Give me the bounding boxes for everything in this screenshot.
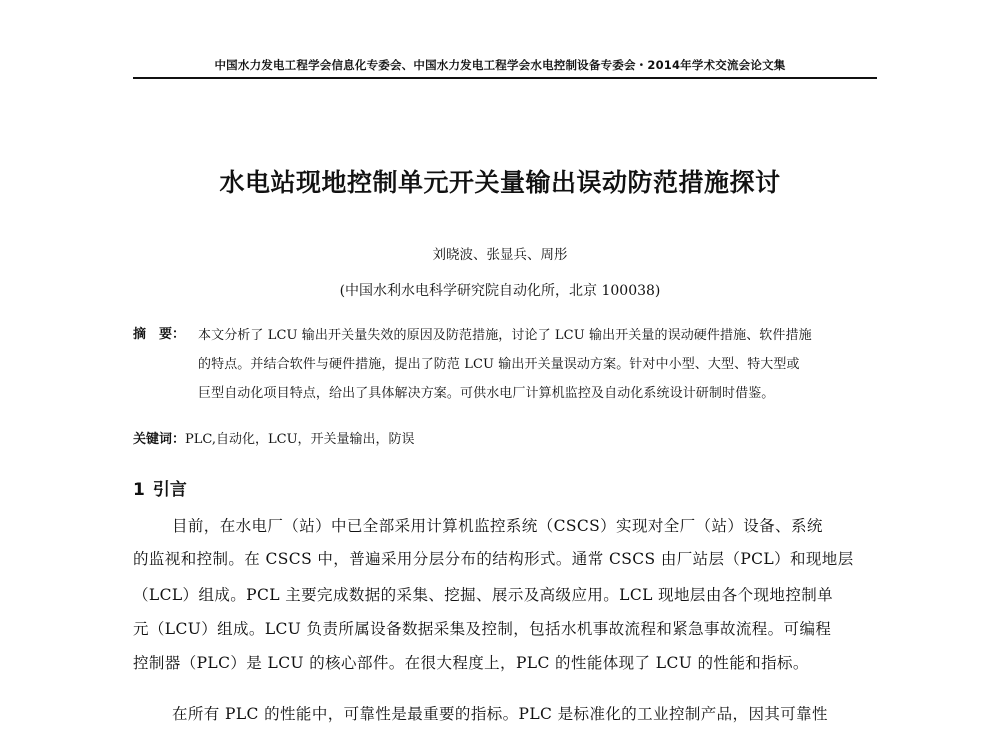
abstract-line: 的特点。并结合软件与硬件措施，提出了防范 LCU 输出开关量误动方案。针对中小型、大型、特大型或 xyxy=(198,357,800,372)
body-line: 控制器（PLC）是 LCU 的核心部件。在很大程度上，PLC 的性能体现了 LCU 的性能和指标。 xyxy=(133,654,809,672)
body-line: 目前，在水电厂（站）中已全部采用计算机监控系统（CSCS）实现对全厂（站）设备、系统 xyxy=(172,517,823,535)
body-line: 的监视和控制。在 CSCS 中，普遍采用分层分布的结构形式。通常 CSCS 由厂站层（PCL）和现地层 xyxy=(133,550,854,568)
abstract-line: 巨型自动化项目特点，给出了具体解决方案。可供水电厂计算机监控及自动化系统设计研制时借鉴。 xyxy=(198,386,775,401)
keywords-label: 关键词： xyxy=(133,432,186,447)
abstract-line: 本文分析了 LCU 输出开关量失效的原因及防范措施，讨论了 LCU 输出开关量的误动硬件措施、软件措施 xyxy=(198,328,812,343)
keywords-text: PLC,自动化，LCU，开关量输出，防误 xyxy=(185,432,415,447)
running-header: 中国水力发电工程学会信息化专委会、中国水力发电工程学会水电控制设备专委会・2014年学术交流会论文集 xyxy=(214,58,786,72)
section-title: 引言 xyxy=(152,480,187,500)
paper-title: 水电站现地控制单元开关量输出误动防范措施探讨 xyxy=(219,168,781,197)
section-heading xyxy=(133,475,187,500)
affiliation: (中国水利水电科学研究院自动化所，北京 100038) xyxy=(339,283,661,299)
abstract-label: 摘 要： xyxy=(133,327,186,342)
body-line: 元（LCU）组成。LCU 负责所属设备数据采集及控制，包括水机事故流程和紧急事故流程。可编程 xyxy=(133,620,832,638)
section-number: 1 xyxy=(133,480,145,500)
keywords xyxy=(133,428,415,447)
header-rule xyxy=(133,77,877,79)
body-line: （LCL）组成。PCL 主要完成数据的采集、挖掘、展示及高级应用。LCL 现地层由各个现地控制单 xyxy=(133,586,834,604)
body-line: 在所有 PLC 的性能中，可靠性是最重要的指标。PLC 是标准化的工业控制产品，因其可靠性 xyxy=(172,705,828,723)
authors: 刘晓波、张显兵、周彤 xyxy=(432,247,568,263)
